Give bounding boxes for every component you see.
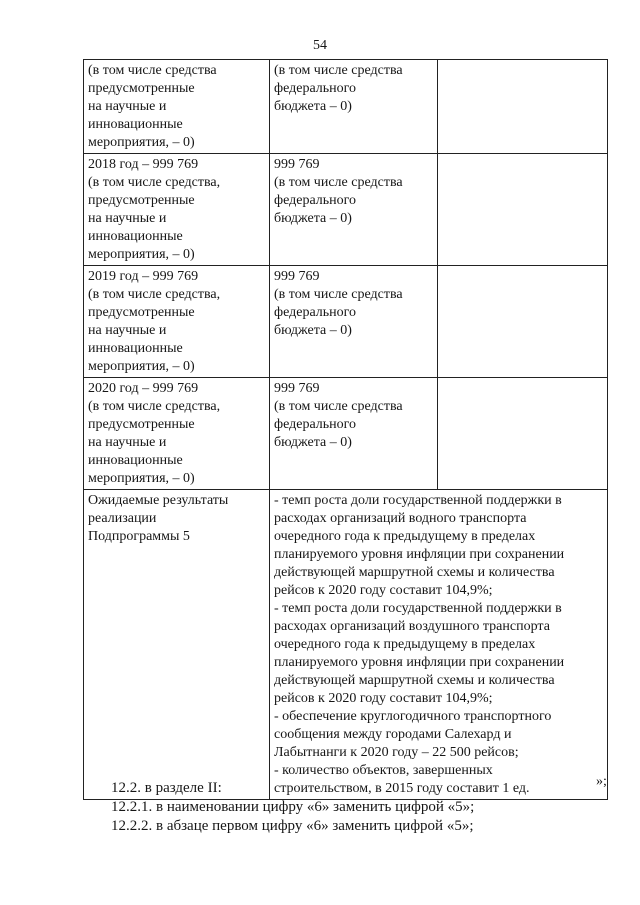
table-row [84,490,608,800]
amendment-item: 12.2. в разделе II: [111,780,222,796]
cell-line: предусмотренные [88,417,195,432]
cell-line: - темп роста доли государственной поддержки в [274,601,562,616]
federal-budget-cell [270,378,438,490]
cell-line: инновационные [88,229,183,244]
empty-cell [438,60,608,154]
cell-line: очередного года к предыдущему в пределах [274,637,536,652]
cell-line: бюджета – 0) [274,323,352,338]
cell-line: (в том числе средства, [88,399,221,414]
federal-budget-cell [270,154,438,266]
cell-line: мероприятия, – 0) [88,359,195,374]
cell-line: расходах организаций воздушного транспорта [274,619,550,634]
funding-cell [84,60,270,154]
cell-line: (в том числе средства [274,287,403,302]
cell-line: на научные и [88,99,167,114]
cell-line: 2020 год – 999 769 [88,381,199,396]
cell-line: инновационные [88,453,183,468]
cell-line: федерального [274,417,357,432]
table-row [84,60,608,154]
amendment-item: 12.2.1. в наименовании цифру «6» заменить цифрой «5»; [111,799,475,815]
cell-line: Лабытнанги к 2020 году – 22 500 рейсов; [274,745,519,760]
cell-line: рейсов к 2020 году составит 104,9%; [274,691,493,706]
cell-line: предусмотренные [88,305,195,320]
cell-line: строительством, в 2015 году составит 1 ед. [274,781,530,796]
cell-line: мероприятия, – 0) [88,135,195,150]
funding-cell [84,266,270,378]
cell-line: 2018 год – 999 769 [88,157,199,172]
cell-line: мероприятия, – 0) [88,247,195,262]
cell-line: бюджета – 0) [274,211,352,226]
cell-line: предусмотренные [88,193,195,208]
closing-quote: »; [596,774,607,789]
cell-line: на научные и [88,323,167,338]
cell-line: действующей маршрутной схемы и количества [274,673,555,688]
empty-cell [438,154,608,266]
cell-line: (в том числе средства [88,63,217,78]
cell-line: Подпрограммы 5 [88,529,190,544]
cell-line: предусмотренные [88,81,195,96]
cell-line: бюджета – 0) [274,435,352,450]
cell-line: 999 769 [274,157,320,172]
cell-line: 999 769 [274,269,320,284]
cell-line: мероприятия, – 0) [88,471,195,486]
table-row [84,266,608,378]
cell-line: сообщения между городами Салехард и [274,727,512,742]
page-number: 54 [313,38,327,53]
cell-line: - обеспечение круглогодичного транспортного [274,709,552,724]
results-label-cell [84,490,270,800]
amendment-item: 12.2.2. в абзаце первом цифру «6» заменить цифрой «5»; [111,818,474,834]
results-text-cell [270,490,608,800]
cell-line: на научные и [88,435,167,450]
cell-line: (в том числе средства [274,63,403,78]
cell-line: действующей маршрутной схемы и количества [274,565,555,580]
empty-cell [438,266,608,378]
cell-line: (в том числе средства, [88,175,221,190]
cell-line: очередного года к предыдущему в пределах [274,529,536,544]
federal-budget-cell [270,60,438,154]
cell-line: Ожидаемые результаты [88,493,229,508]
cell-line: - темп роста доли государственной поддержки в [274,493,562,508]
subprogram-passport-table [83,59,608,800]
cell-line: бюджета – 0) [274,99,352,114]
cell-line: - количество объектов, завершенных [274,763,493,778]
cell-line: федерального [274,305,357,320]
cell-line: расходах организаций водного транспорта [274,511,527,526]
cell-line: реализации [88,511,157,526]
cell-line: (в том числе средства [274,175,403,190]
funding-cell [84,154,270,266]
cell-line: планируемого уровня инфляции при сохранении [274,547,565,562]
cell-line: инновационные [88,117,183,132]
cell-line: федерального [274,81,357,96]
cell-line: на научные и [88,211,167,226]
cell-line: рейсов к 2020 году составит 104,9%; [274,583,493,598]
table-row [84,154,608,266]
cell-line: федерального [274,193,357,208]
table-row [84,378,608,490]
cell-line: планируемого уровня инфляции при сохранении [274,655,565,670]
cell-line: (в том числе средства [274,399,403,414]
cell-line: 2019 год – 999 769 [88,269,199,284]
cell-line: 999 769 [274,381,320,396]
cell-line: инновационные [88,341,183,356]
federal-budget-cell [270,266,438,378]
funding-cell [84,378,270,490]
cell-line: (в том числе средства, [88,287,221,302]
empty-cell [438,378,608,490]
